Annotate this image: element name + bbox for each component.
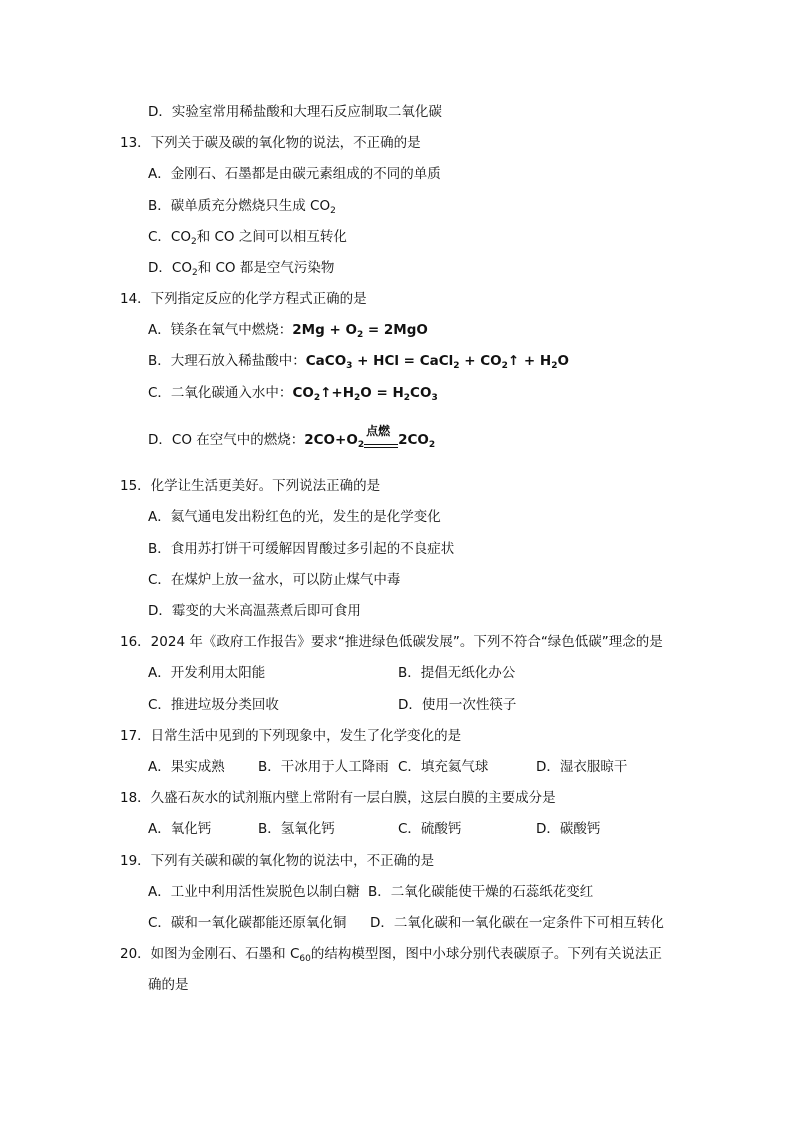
reaction-condition: [364, 424, 398, 455]
subscript: 2: [191, 268, 198, 278]
equation-part: 2CO+O: [304, 432, 358, 448]
q20-stem-pre: 20．如图为金刚石、石墨和 C: [120, 946, 300, 962]
q16-option-b: B．提倡无纸化办公: [398, 665, 516, 681]
equation-part: 2CO: [398, 432, 429, 448]
q16-option-d: D．使用一次性筷子: [398, 697, 517, 713]
q14-stem: 14．下列指定反应的化学方程式正确的是: [120, 291, 367, 307]
subscript: 2: [313, 393, 321, 403]
q20-stem: [120, 944, 662, 969]
equation-part: ↑ + H: [507, 353, 552, 369]
q14-option-d: [148, 424, 436, 455]
q17-option-a: A．果实成熟: [148, 759, 225, 775]
q14-option-b: [148, 351, 569, 376]
q19-option-a: A．工业中利用活性炭脱色以制白糖: [148, 884, 360, 900]
q18-option-b: B．氢氧化钙: [258, 821, 335, 837]
q14-option-a-equation: [292, 322, 428, 338]
q13-option-d-post: 和 CO 都是空气污染物: [197, 260, 335, 276]
q14-option-a: [148, 320, 428, 345]
q19-stem: 19．下列有关碳和碳的氧化物的说法中，不正确的是: [120, 853, 435, 869]
q17-option-b: B．干冰用于人工降雨: [258, 759, 389, 775]
q14-option-c-equation: [292, 385, 437, 401]
equation-part: CO: [410, 385, 432, 401]
q13-stem: 13．下列关于碳及碳的氧化物的说法，不正确的是: [120, 135, 421, 151]
equation-part: + HCl = CaCl: [352, 353, 454, 369]
equation-part: 2Mg + O: [292, 322, 357, 338]
subscript: 3: [431, 393, 438, 403]
subscript: 2: [357, 440, 365, 450]
q13-option-b: [148, 196, 336, 221]
q16-stem: 16．2024 年《政府工作报告》要求“推进绿色低碳发展”。下列不符合“绿色低碳”理念的是: [120, 634, 663, 650]
q15-option-b: B．食用苏打饼干可缓解因胃酸过多引起的不良症状: [148, 541, 455, 557]
equals-line: [364, 444, 398, 445]
subscript: 2: [428, 440, 436, 450]
subscript: 2: [551, 361, 558, 371]
q14-option-c: [148, 383, 438, 408]
q19-option-c: C．碳和一氧化碳都能还原氧化铜: [148, 915, 347, 931]
subscript: 2: [403, 393, 411, 403]
reaction-condition-label: 点燃: [366, 424, 391, 438]
q17-option-c: C．填充氦气球: [398, 759, 489, 775]
q14-option-d-equation: [304, 424, 436, 450]
equation-part: CO: [292, 385, 314, 401]
q13-option-c-post: 和 CO 之间可以相互转化: [196, 229, 347, 245]
q17-option-d: D．湿衣服晾干: [536, 759, 628, 775]
equation-part: + CO: [459, 353, 502, 369]
q14-option-d-text: D．CO 在空气中的燃烧：: [148, 432, 305, 448]
subscript: 2: [330, 206, 336, 216]
q15-option-d: D．霉变的大米高温蒸煮后即可食用: [148, 603, 361, 619]
equation-part: O: [557, 353, 569, 369]
q15-option-c: C．在煤炉上放一盆水，可以防止煤气中毒: [148, 572, 401, 588]
subscript: 2: [356, 330, 364, 340]
equation-part: ↑+H: [320, 385, 355, 401]
q18-option-a: A．氧化钙: [148, 821, 212, 837]
subscript: 2: [453, 361, 460, 371]
subscript: 3: [346, 361, 353, 371]
subscript: 2: [354, 393, 361, 403]
q19-option-b: B．二氧化碳能使干燥的石蕊纸花变红: [368, 884, 594, 900]
q15-stem: 15．化学让生活更美好。下列说法正确的是: [120, 478, 381, 494]
equals-line: [364, 447, 398, 448]
q13-option-c: [148, 227, 347, 252]
q16-option-c: C．推进垃圾分类回收: [148, 697, 279, 713]
q17-stem: 17．日常生活中见到的下列现象中，发生了化学变化的是: [120, 728, 462, 744]
q19-option-d: D．二氧化碳和一氧化碳在一定条件下可相互转化: [370, 915, 664, 931]
q13-option-b-text: B．碳单质充分燃烧只生成 CO: [148, 198, 331, 214]
equation-part: CaCO: [305, 353, 347, 369]
q13-option-c-pre: C．CO: [148, 229, 191, 245]
q18-option-d: D．碳酸钙: [536, 821, 601, 837]
subscript: 2: [190, 237, 197, 247]
q14-option-b-equation: [306, 353, 569, 369]
q13-option-a: A．金刚石、石墨都是由碳元素组成的不同的单质: [148, 166, 441, 182]
equation-part: O = H: [360, 385, 404, 401]
equation-part: = 2MgO: [363, 322, 428, 338]
q20-stem-post: 的结构模型图，图中小球分别代表碳原子。下列有关说法正: [310, 946, 662, 962]
q18-option-c: C．硫酸钙: [398, 821, 462, 837]
q14-option-b-text: B．大理石放入稀盐酸中：: [148, 353, 306, 369]
q14-option-c-text: C．二氧化碳通入水中：: [148, 385, 293, 401]
q20-stem-continued: 确的是: [148, 977, 189, 993]
subscript: 60: [299, 954, 311, 964]
q18-stem: 18．久盛石灰水的试剂瓶内壁上常附有一层白膜，这层白膜的主要成分是: [120, 790, 556, 806]
q12-option-d: D．实验室常用稀盐酸和大理石反应制取二氧化碳: [148, 104, 442, 120]
q14-option-a-text: A．镁条在氧气中燃烧：: [148, 322, 293, 338]
q16-option-a: A．开发利用太阳能: [148, 665, 266, 681]
q15-option-a: A．氦气通电发出粉红色的光，发生的是化学变化: [148, 509, 441, 525]
subscript: 2: [501, 361, 508, 371]
q13-option-d-pre: D．CO: [148, 260, 192, 276]
q13-option-d: [148, 258, 334, 283]
